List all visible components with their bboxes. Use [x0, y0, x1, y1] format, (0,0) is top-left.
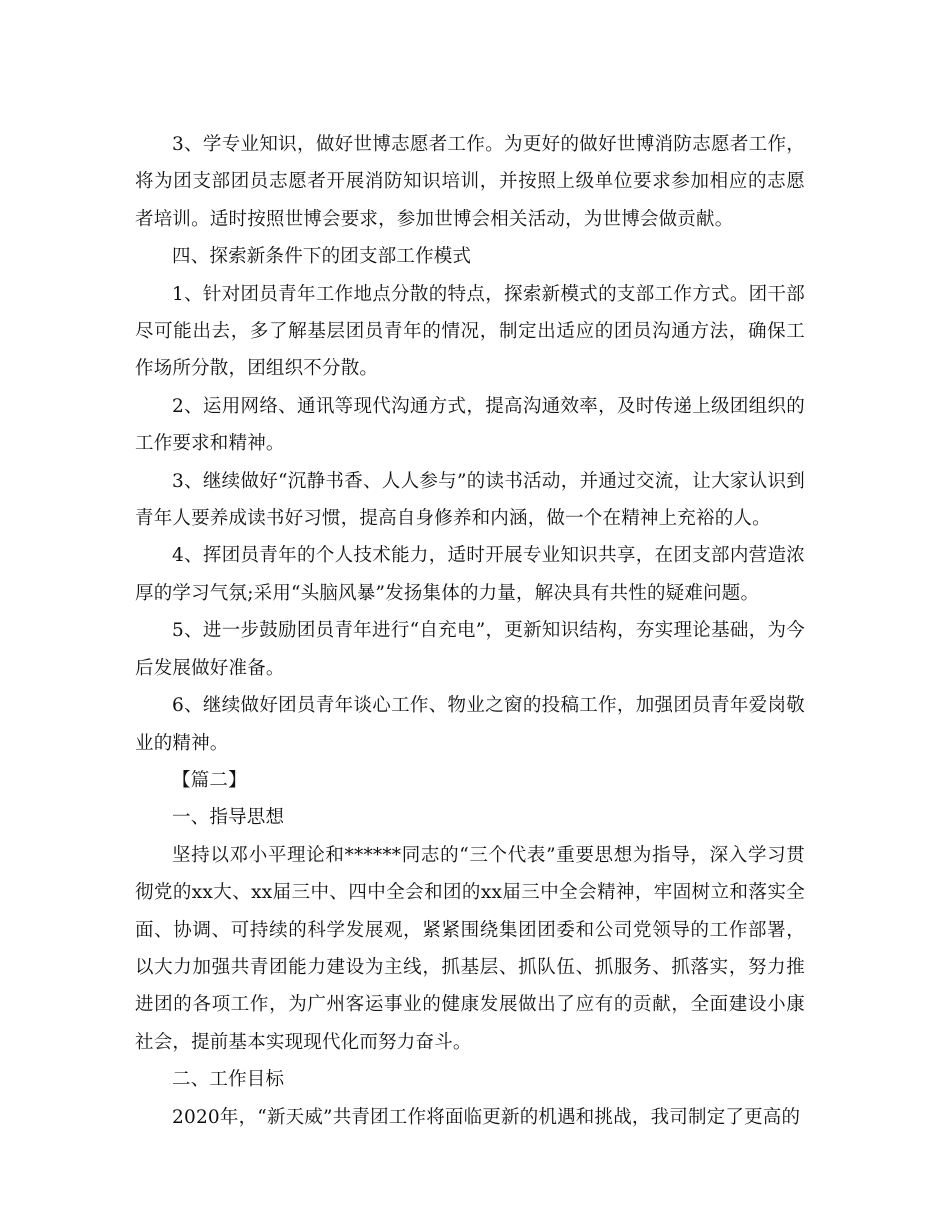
section-heading-work-mode: 四、探索新条件下的团支部工作模式 [172, 246, 472, 268]
paragraph-item-5: 5、进一步鼓励团员青年进行“自充电”，更新知识结构，夯实理论基础，为今后发展做好准备。 [135, 620, 805, 679]
section-heading-guiding-thought: 一、指导思想 [172, 807, 285, 829]
section-heading-work-goals: 二、工作目标 [172, 1069, 285, 1091]
paragraph-worldexpo-volunteer: 3、学专业知识，做好世博志愿者工作。为更好的做好世博消防志愿者工作，将为团支部团员志愿者开展消防知识培训，并按照上级单位要求参加相应的志愿者培训。适时按照世博会要求，参加世博会相关活动，为世博会做贡献。 [135, 134, 805, 230]
paragraph-item-3: 3、继续做好“沉静书香、人人参与”的读书活动，并通过交流，让大家认识到青年人要养成读书好习惯，提高自身修养和内涵，做一个在精神上充裕的人。 [135, 470, 805, 530]
part-two-heading: 【篇二】 [172, 769, 247, 791]
paragraph-guiding-thought: 坚持以邓小平理论和******同志的“三个代表”重要思想为指导，深入学习贯彻党的xx大、xx届三中、四中全会和团的xx届三中全会精神，牢固树立和落实全面、协调、可持续的科学发展观，紧紧围绕集团团委和公司党领导的工作部署，以大力加强共青团能力建设为主线，抓基层、抓队伍、抓服务、抓落实，努力推进团的各项工作，为广州客运事业的健康发展做出了应有的贡献，全面建设小康社会，提前基本实现现代化而努力奋斗。 [135, 844, 805, 1053]
paragraph-work-goals: 2020年，“新天威”共青团工作将面临更新的机遇和挑战，我司制定了更高的 [172, 1106, 801, 1128]
paragraph-item-4: 4、挥团员青年的个人技术能力，适时开展专业知识共享，在团支部内营造浓厚的学习气氛;采用“头脑风暴”发扬集体的力量，解决具有共性的疑难问题。 [135, 545, 805, 604]
paragraph-item-6: 6、继续做好团员青年谈心工作、物业之窗的投稿工作，加强团员青年爱岗敬业的精神。 [135, 695, 805, 754]
document-body [135, 126, 805, 1136]
paragraph-item-2: 2、运用网络、通讯等现代沟通方式，提高沟通效率，及时传递上级团组织的工作要求和精神。 [135, 395, 805, 455]
paragraph-item-1: 1、针对团员青年工作地点分散的特点，探索新模式的支部工作方式。团干部尽可能出去，多了解基层团员青年的情况，制定出适应的团员沟通方法，确保工作场所分散，团组织不分散。 [135, 283, 805, 380]
